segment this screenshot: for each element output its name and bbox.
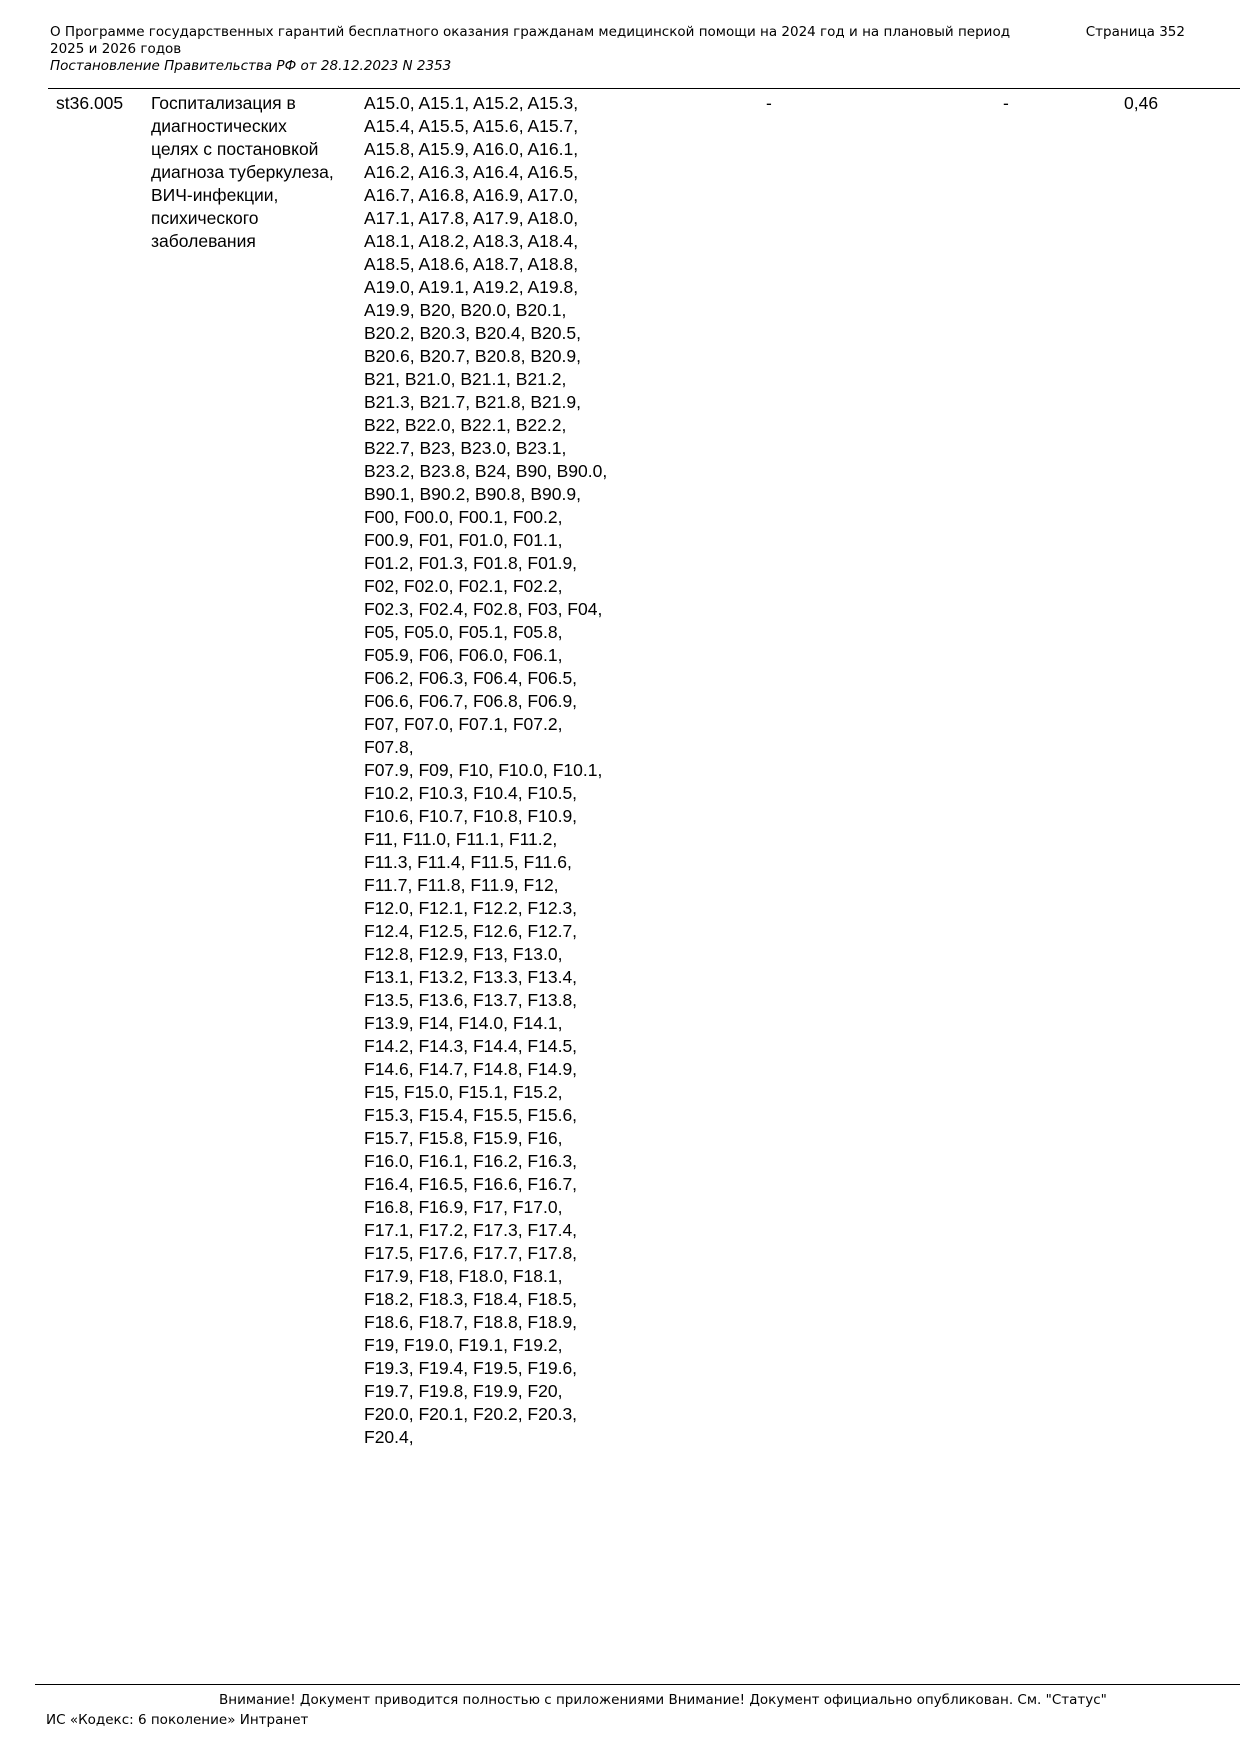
diagnosis-code-line: F18.2, F18.3, F18.4, F18.5, (364, 1289, 578, 1309)
row-name-line: диагностических (151, 116, 287, 136)
footer-notice: Внимание! Документ приводится полностью с приложениями Внимание! Документ официально опубликован. См. "Статус" (219, 1692, 1107, 1708)
header-divider (48, 88, 1240, 89)
row-name-line: психического (151, 208, 259, 228)
diagnosis-code-line: F18.6, F18.7, F18.8, F18.9, (364, 1312, 578, 1332)
diagnosis-code-line: F10.2, F10.3, F10.4, F10.5, (364, 783, 578, 803)
diagnosis-code-line: F15.3, F15.4, F15.5, F15.6, (364, 1105, 578, 1125)
row-diagnosis-codes (364, 92, 644, 1449)
row-column-5: - (1003, 93, 1009, 113)
diagnosis-code-line: F00, F00.0, F00.1, F00.2, (364, 507, 563, 527)
diagnosis-code-line: A18.5, A18.6, A18.7, A18.8, (364, 254, 579, 274)
diagnosis-code-line: F17.5, F17.6, F17.7, F17.8, (364, 1243, 578, 1263)
diagnosis-code-line: F05.9, F06, F06.0, F06.1, (364, 645, 563, 665)
diagnosis-code-line: F10.6, F10.7, F10.8, F10.9, (364, 806, 578, 826)
diagnosis-code-line: F07.9, F09, F10, F10.0, F10.1, (364, 760, 603, 780)
diagnosis-code-line: F16.0, F16.1, F16.2, F16.3, (364, 1151, 578, 1171)
diagnosis-code-line: F13.5, F13.6, F13.7, F13.8, (364, 990, 578, 1010)
diagnosis-code-line: B21.3, B21.7, B21.8, B21.9, (364, 392, 581, 412)
row-name-line: ВИЧ-инфекции, (151, 185, 279, 205)
diagnosis-code-line: F16.8, F16.9, F17, F17.0, (364, 1197, 563, 1217)
diagnosis-code-line: F07, F07.0, F07.1, F07.2, (364, 714, 563, 734)
diagnosis-code-line: B23.2, B23.8, B24, B90, B90.0, (364, 461, 608, 481)
diagnosis-code-line: F12.0, F12.1, F12.2, F12.3, (364, 898, 578, 918)
diagnosis-code-line: F17.1, F17.2, F17.3, F17.4, (364, 1220, 578, 1240)
diagnosis-code-line: F19, F19.0, F19.1, F19.2, (364, 1335, 563, 1355)
diagnosis-code-line: F00.9, F01, F01.0, F01.1, (364, 530, 563, 550)
diagnosis-code-line: F07.8, (364, 737, 414, 757)
diagnosis-code-line: F14.2, F14.3, F14.4, F14.5, (364, 1036, 578, 1056)
row-name-line: Госпитализация в (151, 93, 296, 113)
diagnosis-code-line: F16.4, F16.5, F16.6, F16.7, (364, 1174, 578, 1194)
diagnosis-code-line: B22, B22.0, B22.1, B22.2, (364, 415, 567, 435)
diagnosis-code-line: F17.9, F18, F18.0, F18.1, (364, 1266, 563, 1286)
footer-system-name: ИС «Кодекс: 6 поколение» Интранет (46, 1712, 309, 1728)
diagnosis-code-line: A16.7, A16.8, A16.9, A17.0, (364, 185, 579, 205)
document-subtitle: Постановление Правительства РФ от 28.12.2023 N 2353 (50, 58, 452, 74)
diagnosis-code-line: A19.9, B20, B20.0, B20.1, (364, 300, 567, 320)
diagnosis-code-line: B21, B21.0, B21.1, B21.2, (364, 369, 567, 389)
row-name-line: заболевания (151, 231, 256, 251)
diagnosis-code-line: F13.9, F14, F14.0, F14.1, (364, 1013, 563, 1033)
diagnosis-code-line: F20.4, (364, 1427, 414, 1447)
diagnosis-code-line: A15.0, A15.1, A15.2, A15.3, (364, 93, 579, 113)
diagnosis-code-line: B90.1, B90.2, B90.8, B90.9, (364, 484, 581, 504)
footer-divider (35, 1684, 1240, 1685)
diagnosis-code-line: B22.7, B23, B23.0, B23.1, (364, 438, 567, 458)
diagnosis-code-line: B20.6, B20.7, B20.8, B20.9, (364, 346, 581, 366)
diagnosis-code-line: A19.0, A19.1, A19.2, A19.8, (364, 277, 579, 297)
page-number: Страница 352 (1085, 24, 1185, 40)
diagnosis-code-line: F15.7, F15.8, F15.9, F16, (364, 1128, 563, 1148)
row-code: st36.005 (56, 93, 124, 113)
diagnosis-code-line: F12.4, F12.5, F12.6, F12.7, (364, 921, 578, 941)
diagnosis-code-line: F06.2, F06.3, F06.4, F06.5, (364, 668, 578, 688)
diagnosis-code-line: F06.6, F06.7, F06.8, F06.9, (364, 691, 578, 711)
diagnosis-code-line: F19.3, F19.4, F19.5, F19.6, (364, 1358, 578, 1378)
document-title: О Программе государственных гарантий бесплатного оказания гражданам медицинской помощи на 2024 год и на плановый период 2025 и 2026 годов (50, 24, 1011, 57)
diagnosis-code-line: F11.7, F11.8, F11.9, F12, (364, 875, 559, 895)
diagnosis-code-line: F11, F11.0, F11.1, F11.2, (364, 829, 558, 849)
diagnosis-code-line: A16.2, A16.3, A16.4, A16.5, (364, 162, 579, 182)
diagnosis-code-line: A15.8, A15.9, A16.0, A16.1, (364, 139, 579, 159)
diagnosis-code-line: F01.2, F01.3, F01.8, F01.9, (364, 553, 578, 573)
diagnosis-code-line: F12.8, F12.9, F13, F13.0, (364, 944, 563, 964)
diagnosis-code-line: A15.4, A15.5, A15.6, A15.7, (364, 116, 579, 136)
diagnosis-code-line: F19.7, F19.8, F19.9, F20, (364, 1381, 563, 1401)
row-name (151, 92, 361, 253)
diagnosis-code-line: F14.6, F14.7, F14.8, F14.9, (364, 1059, 578, 1079)
diagnosis-code-line: F02.3, F02.4, F02.8, F03, F04, (364, 599, 603, 619)
diagnosis-code-line: A17.1, A17.8, A17.9, A18.0, (364, 208, 579, 228)
diagnosis-code-line: F13.1, F13.2, F13.3, F13.4, (364, 967, 578, 987)
diagnosis-code-line: F15, F15.0, F15.1, F15.2, (364, 1082, 563, 1102)
diagnosis-code-line: B20.2, B20.3, B20.4, B20.5, (364, 323, 581, 343)
row-name-line: диагноза туберкулеза, (151, 162, 334, 182)
diagnosis-code-line: F20.0, F20.1, F20.2, F20.3, (364, 1404, 578, 1424)
diagnosis-code-line: F02, F02.0, F02.1, F02.2, (364, 576, 563, 596)
diagnosis-code-line: F11.3, F11.4, F11.5, F11.6, (364, 852, 572, 872)
row-coefficient: 0,46 (1124, 93, 1159, 113)
row-name-line: целях с постановкой (151, 139, 319, 159)
diagnosis-code-line: F05, F05.0, F05.1, F05.8, (364, 622, 563, 642)
diagnosis-code-line: A18.1, A18.2, A18.3, A18.4, (364, 231, 579, 251)
row-column-4: - (766, 93, 772, 113)
